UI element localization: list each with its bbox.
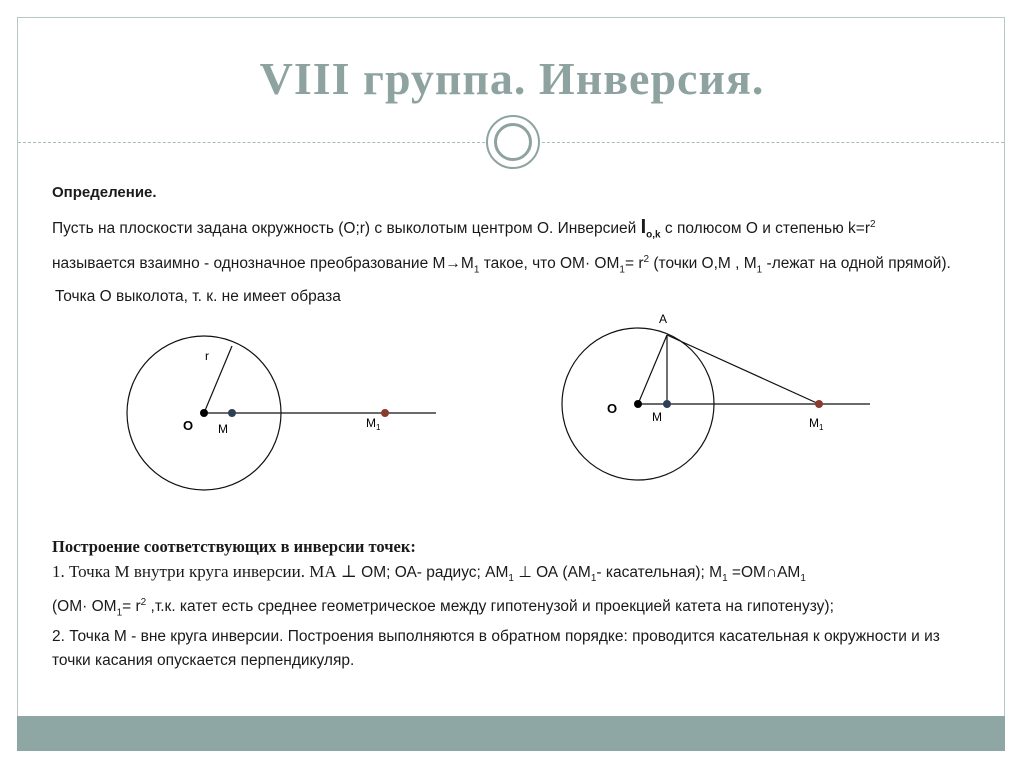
point-m1-2	[815, 400, 823, 408]
label-m-1: M	[218, 422, 228, 436]
point-o-2	[634, 400, 642, 408]
construction-line-1: 1. Точка М внутри круга инверсии. МА ⊥ ОМ; ОА- радиус; $АМ_1$ ⊥ ОА ($АМ_1-$ касательная); $М_1$ $=ОМ\cap АМ_1$	[52, 562, 806, 585]
footer-bar	[17, 716, 1005, 751]
radius-oa	[638, 335, 667, 404]
point-m-2	[663, 400, 671, 408]
label-m-2: M	[652, 410, 662, 424]
figure-1	[127, 336, 436, 490]
tangent-am1	[667, 335, 819, 404]
definition-text: Пусть на плоскости задана окружность (О;r) с выколотым центром О. Инверсией $I_{o,k}$ с полюсом О и степенью $k=r^2$ называется взаимно - однозначное преобразование $М\to М_1$ такое, что $ОМ\cdot ОМ_1= r^2$ (точки О,М , $М_1$ -лежат на одной прямой).	[52, 216, 951, 276]
definition-heading: Определение.	[52, 184, 157, 201]
point-m-1	[228, 409, 236, 417]
inversion-symbol: I	[640, 216, 647, 239]
label-r: r	[205, 349, 209, 363]
point-m1-1	[381, 409, 389, 417]
figure-2	[562, 312, 870, 480]
construction-line-2: ($ОМ\cdot ОМ_1= r^2$ ,т.к. катет есть среднее геометрическое между гипотенузой и проекцией катета на гипотенузу);	[52, 597, 834, 619]
label-m1-1: $M_1$	[366, 416, 381, 432]
construction-text	[52, 560, 982, 673]
definition-note: Точка О выколота, т. к. не имеет образа	[55, 288, 341, 305]
point-o-1	[200, 409, 208, 417]
slide-title: VIII группа. Инверсия.	[259, 53, 765, 104]
construction-heading: Построение соответствующих в инверсии точек:	[52, 537, 416, 556]
label-m1-2: $M_1$	[809, 416, 824, 432]
label-o-2: O	[607, 401, 618, 416]
construction-line-3: 2. Точка М - вне круга инверсии. Построения выполняются в обратном порядке: проводится касательная к окружности и из точки касания опускается перпендикуляр.	[52, 628, 940, 670]
label-o-1: O	[183, 418, 194, 433]
label-a: A	[659, 312, 668, 326]
